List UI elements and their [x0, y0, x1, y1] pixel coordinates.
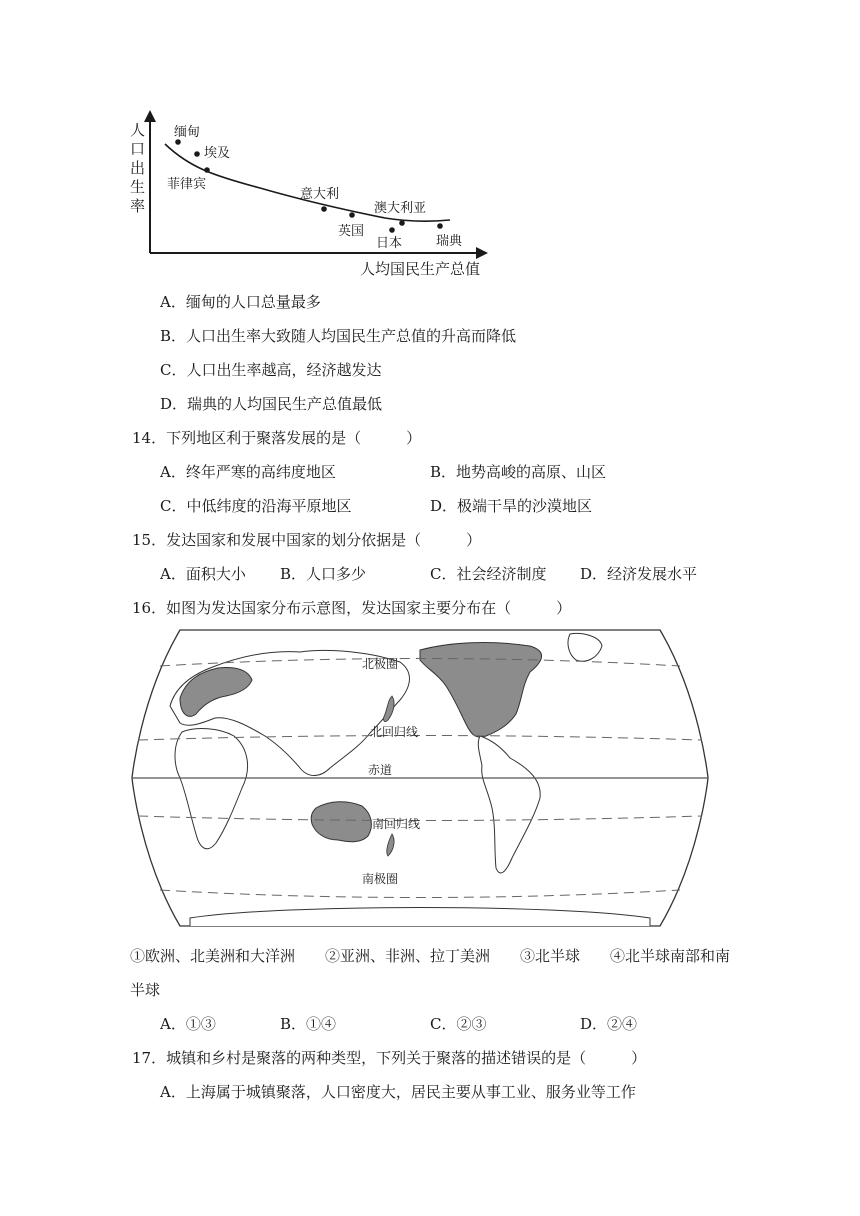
q14-option-a: A．终年严寒的高纬度地区	[160, 463, 336, 481]
point-australia	[399, 220, 405, 226]
y-axis-arrow	[144, 110, 156, 122]
q16-option-a: A．①③	[160, 1015, 216, 1033]
q16-option-c: C．②③	[430, 1015, 487, 1033]
q15-option-a: A．面积大小	[160, 565, 246, 583]
point-label-italy: 意大利	[300, 187, 340, 202]
q13-option-a: A．缅甸的人口总量最多	[160, 293, 321, 311]
point-label-uk: 英国	[338, 224, 365, 239]
q16-stem: 16．如图为发达国家分布示意图，发达国家主要分布在（ ）	[132, 599, 572, 617]
point-label-philippines: 菲律宾	[167, 177, 207, 192]
label-antarctic-circle: 南极圈	[362, 872, 399, 886]
y-label-char: 人	[130, 121, 146, 139]
point-label-australia: 澳大利亚	[374, 201, 427, 216]
q13-option-c: C．人口出生率越高，经济越发达	[160, 361, 382, 379]
label-tropic-of-cancer: 北回归线	[370, 725, 419, 739]
point-uk	[349, 212, 355, 218]
q16-choices-line2: 半球	[130, 981, 161, 999]
q13-option-d: D．瑞典的人均国民生产总值最低	[160, 395, 383, 413]
q14-option-d: D．极端干旱的沙漠地区	[430, 497, 593, 515]
q17-option-a: A．上海属于城镇聚落，人口密度大，居民主要从事工业、服务业等工作	[160, 1083, 636, 1101]
point-egypt	[194, 151, 200, 157]
q15-option-c: C．社会经济制度	[430, 565, 547, 583]
q15-option-d: D．经济发展水平	[580, 565, 698, 583]
q13-option-b: B．人口出生率大致随人均国民生产总值的升高而降低	[160, 327, 517, 345]
x-label: 人均国民生产总值	[360, 260, 481, 278]
x-axis-arrow	[476, 247, 488, 259]
q17-stem: 17．城镇和乡村是聚落的两种类型，下列关于聚落的描述错误的是（ ）	[132, 1049, 647, 1067]
birthrate-gnp-chart	[120, 108, 500, 280]
point-label-myanmar: 缅甸	[174, 125, 201, 140]
developed-countries-map	[130, 628, 710, 930]
q14-stem: 14．下列地区利于聚落发展的是（ ）	[132, 429, 422, 447]
y-label-char: 率	[130, 197, 146, 215]
q16-option-d: D．②④	[580, 1015, 638, 1033]
point-label-egypt: 埃及	[204, 146, 231, 161]
point-italy	[321, 206, 327, 212]
point-sweden	[437, 223, 443, 229]
point-label-sweden: 瑞典	[436, 234, 463, 249]
y-label-char: 口	[130, 140, 146, 158]
q16-option-b: B．①④	[280, 1015, 337, 1033]
label-equator: 赤道	[368, 763, 393, 777]
point-japan	[389, 227, 395, 233]
label-tropic-of-capricorn: 南回归线	[372, 817, 421, 831]
point-philippines	[204, 167, 210, 173]
point-label-japan: 日本	[376, 236, 403, 251]
q15-option-b: B．人口多少	[280, 565, 367, 583]
q14-option-b: B．地势高峻的高原、山区	[430, 463, 607, 481]
y-label-char: 生	[130, 178, 146, 196]
q15-stem: 15．发达国家和发展中国家的划分依据是（ ）	[132, 531, 482, 549]
label-arctic-circle: 北极圈	[362, 657, 399, 671]
q16-choices-line1: ①欧洲、北美洲和大洋洲 ②亚洲、非洲、拉丁美洲 ③北半球 ④北半球南部和南	[130, 947, 731, 965]
y-label-char: 出	[130, 159, 146, 177]
point-myanmar	[175, 139, 181, 145]
q14-option-c: C．中低纬度的沿海平原地区	[160, 497, 352, 515]
